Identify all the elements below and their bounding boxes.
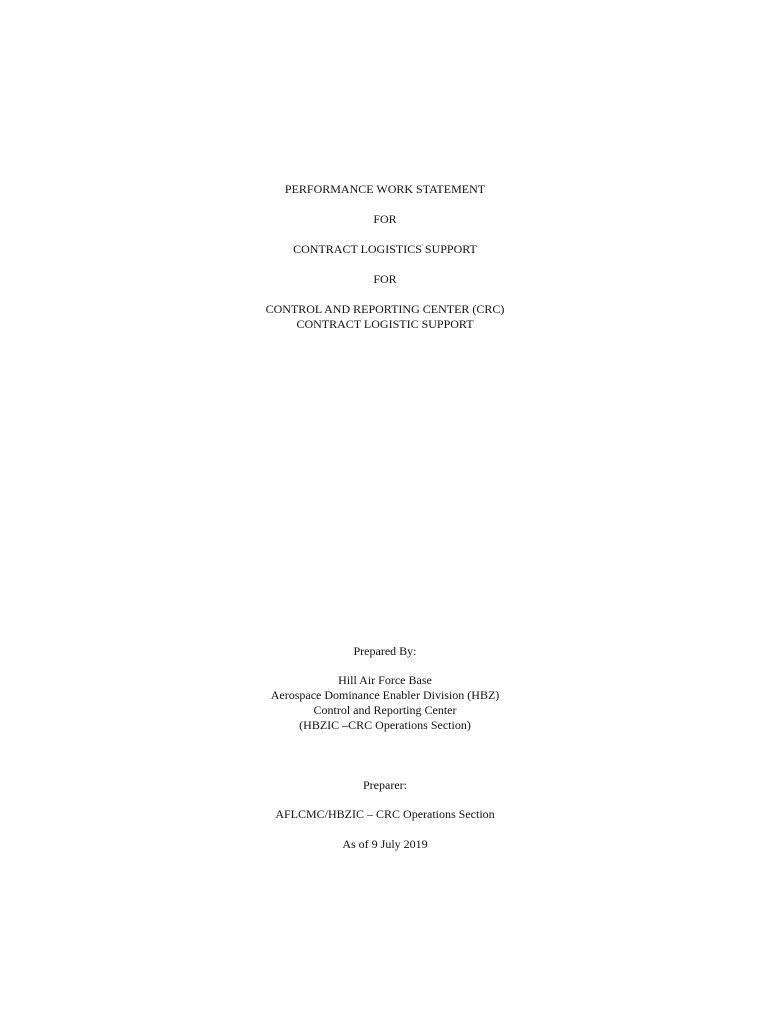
prepared-by-line-4: (HBZIC –CRC Operations Section) xyxy=(299,718,471,732)
title-line-5: CONTROL AND REPORTING CENTER (CRC) xyxy=(265,302,505,316)
title-line-2: FOR xyxy=(373,212,397,226)
preparer-value: AFLCMC/HBZIC – CRC Operations Section xyxy=(275,807,495,821)
preparer-label: Preparer: xyxy=(363,778,407,792)
prepared-by-line-1: Hill Air Force Base xyxy=(338,673,432,687)
document-date: As of 9 July 2019 xyxy=(342,837,428,851)
title-line-3: CONTRACT LOGISTICS SUPPORT xyxy=(293,242,477,256)
title-line-4: FOR xyxy=(373,272,397,286)
title-line-6: CONTRACT LOGISTIC SUPPORT xyxy=(296,317,474,331)
prepared-by-line-3: Control and Reporting Center xyxy=(313,703,457,717)
prepared-by-label: Prepared By: xyxy=(353,644,417,658)
title-line-1: PERFORMANCE WORK STATEMENT xyxy=(284,182,486,196)
prepared-by-line-2: Aerospace Dominance Enabler Division (HBZ) xyxy=(270,688,500,702)
